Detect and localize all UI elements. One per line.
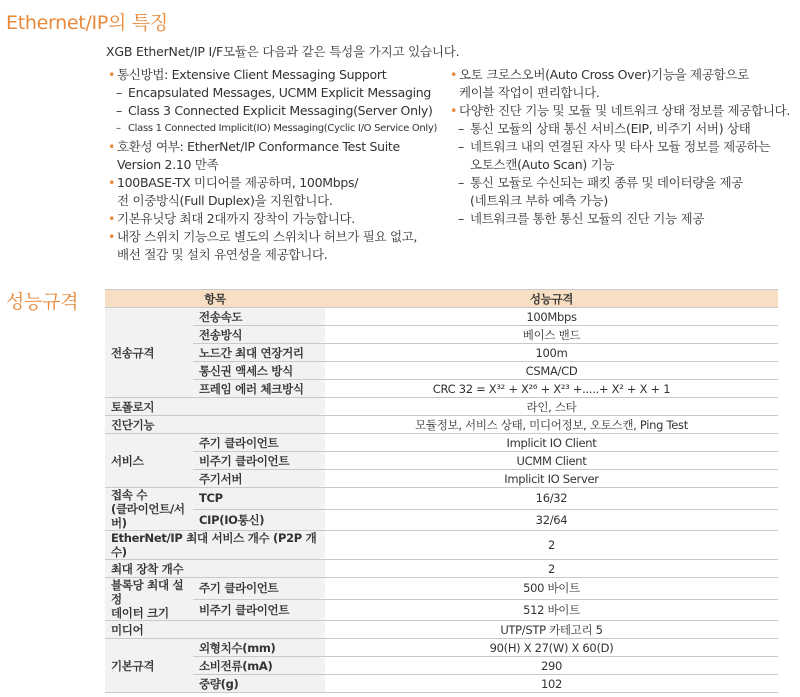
row-label: TCP: [193, 488, 325, 510]
section-title-features: Ethernet/IP의 특징: [6, 12, 168, 34]
group-connections-line2: (클라이언트/서버): [111, 502, 185, 530]
feature-switch: [108, 228, 438, 264]
feature-compat-line2: Version 2.10 만족: [117, 157, 219, 172]
feature-compat-line1: 호환성 여부: EtherNet/IP Conformance Test Suite: [117, 139, 400, 154]
feature-switch-line2: 배선 절감 및 설치 유연성을 제공합니다.: [117, 247, 328, 262]
row-label-max-mount: 최대 장착 개수: [105, 560, 325, 578]
table-row: [105, 639, 778, 657]
row-value: 16/32: [325, 488, 778, 510]
row-label-media: 미디어: [105, 621, 325, 639]
row-value: Implicit IO Server: [325, 470, 778, 488]
row-value: 모듈정보, 서비스 상태, 미디어정보, 오토스캔, Ping Test: [325, 416, 778, 434]
row-value: Implicit IO Client: [325, 434, 778, 452]
row-label: 비주기 클라이언트: [193, 599, 325, 621]
feature-comm-sub: – Encapsulated Messages, UCMM Explicit Messaging: [108, 84, 438, 102]
table-row: [105, 380, 778, 398]
row-value: 500 바이트: [325, 578, 778, 600]
feature-diag-sub-line: 통신 모듈로 수신되는 패킷 종류 및 데이터량을 제공: [470, 175, 743, 190]
group-connections: [105, 488, 193, 531]
feature-diag-sub: [450, 174, 795, 210]
table-row: [105, 452, 778, 470]
row-label: 주기 클라이언트: [193, 578, 325, 600]
row-label: 외형치수(mm): [193, 639, 325, 657]
row-value: UCMM Client: [325, 452, 778, 470]
row-value: 2: [325, 560, 778, 578]
table-row: [105, 416, 778, 434]
group-service: 서비스: [105, 434, 193, 488]
header-spec: 성능규격: [325, 290, 778, 308]
group-block: [105, 578, 193, 621]
feature-diag-sub-line: (네트워크 부하 예측 가능): [470, 193, 608, 208]
row-label-topology: 토폴로지: [105, 398, 325, 416]
table-row: [105, 578, 778, 600]
group-block-line1: 블록당 최대 설정: [111, 578, 184, 606]
table-row: [105, 488, 778, 510]
row-value: 100m: [325, 344, 778, 362]
feature-media-line1: 100BASE-TX 미디어를 제공하며, 100Mbps/: [117, 175, 359, 190]
row-value: CRC 32 = X³² + X²⁶ + X²³ +.....+ X² + X + 1: [325, 380, 778, 398]
group-connections-line1: 접속 수: [111, 488, 148, 502]
row-value: 32/64: [325, 509, 778, 531]
table-row: [105, 621, 778, 639]
feature-comm-sub: – Class 1 Connected Implicit(IO) Messaging(Cyclic I/O Service Only): [108, 120, 438, 138]
table-row: [105, 398, 778, 416]
row-value: 90(H) X 27(W) X 60(D): [325, 639, 778, 657]
group-transmission: 전송규격: [105, 308, 193, 398]
feature-diag-sub-line: 네트워크 내의 연결된 자사 및 타사 모듈 정보를 제공하는: [470, 139, 771, 154]
table-row: [105, 531, 778, 560]
row-value: 라인, 스타: [325, 398, 778, 416]
table-row: [105, 599, 778, 621]
spec-table: [105, 289, 778, 693]
table-row: [105, 657, 778, 675]
feature-diag-sub-line: 오토스캔(Auto Scan) 기능: [470, 157, 615, 172]
feature-diagnostics: • 다양한 진단 기능 및 모듈 및 네트워크 상태 정보를 제공합니다.: [450, 102, 795, 120]
row-label: 주기 클라이언트: [193, 434, 325, 452]
group-block-line2: 데이터 크기: [111, 606, 169, 620]
table-row: [105, 560, 778, 578]
table-header-row: [105, 290, 778, 308]
feature-comm-method: • 통신방법: Extensive Client Messaging Support: [108, 66, 438, 84]
row-value: 290: [325, 657, 778, 675]
table-row: [105, 434, 778, 452]
section-title-specs: 성능규격: [6, 291, 79, 313]
table-row: [105, 675, 778, 693]
feature-comm-sub: – Class 3 Connected Explicit Messaging(Server Only): [108, 102, 438, 120]
table-row: [105, 362, 778, 380]
row-label-max-service: EtherNet/IP 최대 서비스 개수 (P2P 개수): [105, 531, 325, 560]
row-label: 노드간 최대 연장거리: [193, 344, 325, 362]
table-row: [105, 470, 778, 488]
header-item: 항목: [105, 290, 325, 308]
row-label-diagnosis: 진단기능: [105, 416, 325, 434]
row-value: CSMA/CD: [325, 362, 778, 380]
row-label: 주기서버: [193, 470, 325, 488]
feature-diag-sub: – 네트워크를 통한 통신 모듈의 진단 기능 제공: [450, 210, 795, 228]
feature-auto-line2: 케이블 작업이 편리합니다.: [459, 85, 600, 100]
feature-media-line2: 전 이중방식(Full Duplex)을 지원합니다.: [117, 193, 333, 208]
feature-media: [108, 174, 438, 210]
feature-diag-sub: [450, 138, 795, 174]
feature-diag-sub: – 통신 모듈의 상태 통신 서비스(EIP, 비주기 서버) 상태: [450, 120, 795, 138]
row-value: 베이스 밴드: [325, 326, 778, 344]
row-label: CIP(IO통신): [193, 509, 325, 531]
row-label: 소비전류(mA): [193, 657, 325, 675]
row-label: 프레임 에러 체크방식: [193, 380, 325, 398]
features-right-column: [450, 66, 795, 228]
row-value: 2: [325, 531, 778, 560]
table-row: [105, 326, 778, 344]
intro-text: XGB EtherNet/IP I/F모듈은 다음과 같은 특성을 가지고 있습니다.: [106, 44, 460, 59]
row-value: UTP/STP 카테고리 5: [325, 621, 778, 639]
feature-units: • 기본유닛당 최대 2대까지 장착이 가능합니다.: [108, 210, 438, 228]
row-value: 102: [325, 675, 778, 693]
feature-switch-line1: 내장 스위치 기능으로 별도의 스위치나 허브가 필요 없고,: [117, 229, 418, 244]
row-value: 512 바이트: [325, 599, 778, 621]
features-left-column: [108, 66, 438, 264]
row-label: 전송방식: [193, 326, 325, 344]
row-label: 중량(g): [193, 675, 325, 693]
row-label: 통신권 액세스 방식: [193, 362, 325, 380]
feature-auto-line1: 오토 크로스오버(Auto Cross Over)기능을 제공함으로: [459, 67, 749, 82]
row-value: 100Mbps: [325, 308, 778, 326]
table-row: [105, 344, 778, 362]
feature-auto-cross: [450, 66, 795, 102]
row-label: 비주기 클라이언트: [193, 452, 325, 470]
row-label: 전송속도: [193, 308, 325, 326]
table-row: [105, 509, 778, 531]
group-basic: 기본규격: [105, 639, 193, 693]
table-row: [105, 308, 778, 326]
feature-compat: [108, 138, 438, 174]
